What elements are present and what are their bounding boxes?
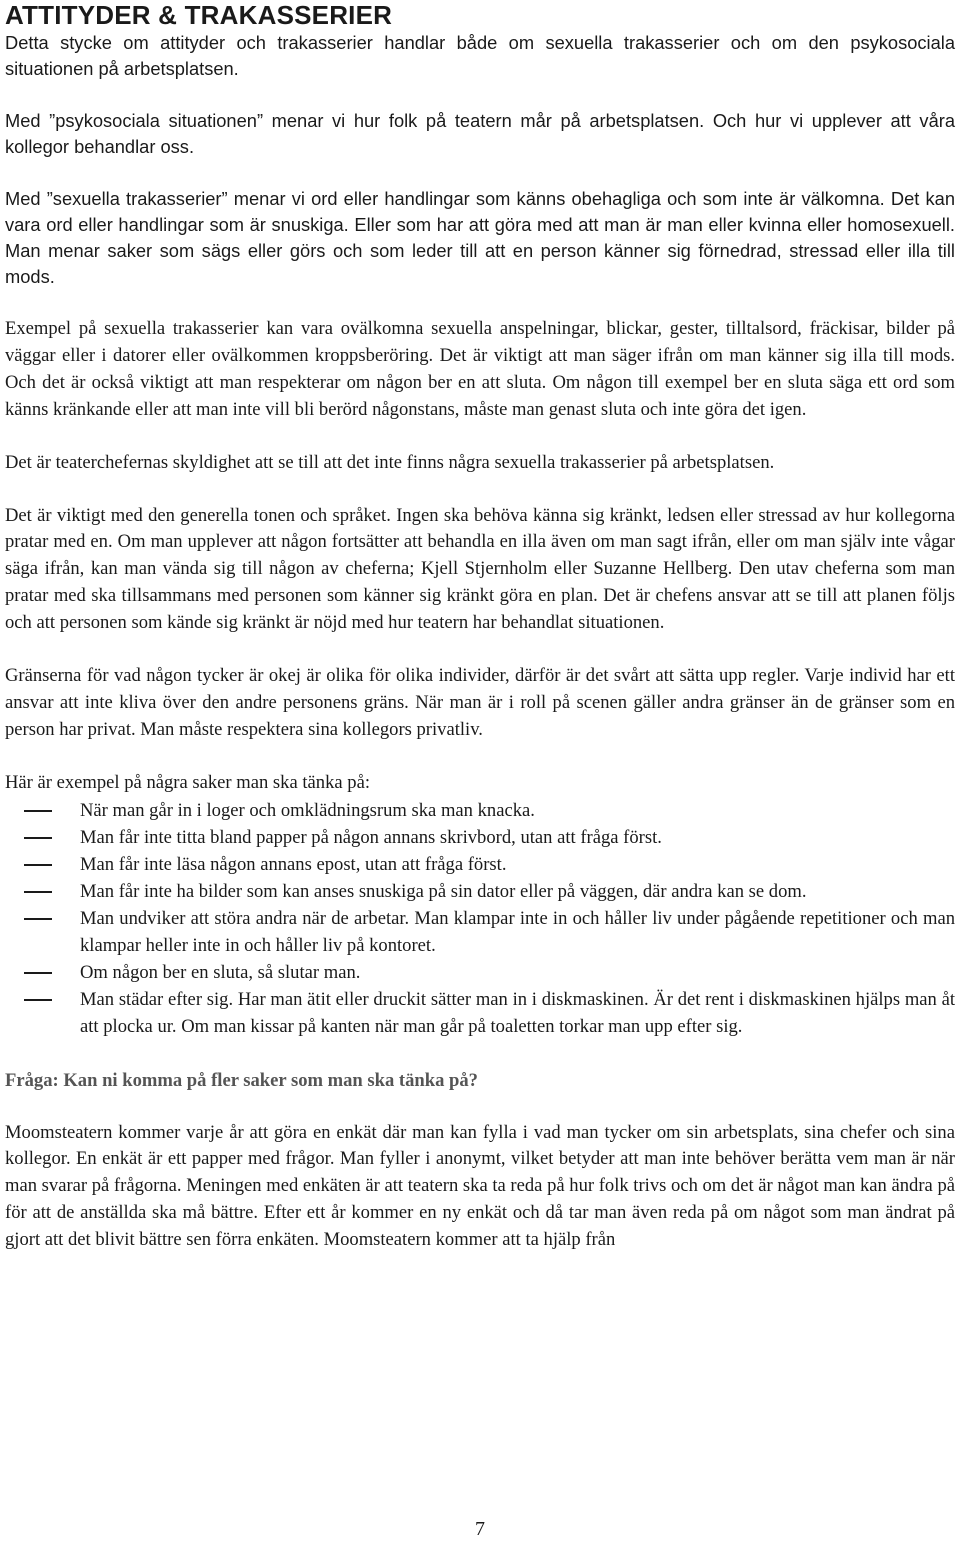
body-paragraph-boundaries: Gränserna för vad någon tycker är okej är olika för olika individer, därför är det svårt att sätta upp regler. Varje individ har ett ansvar att inte kliva över den andre personens gräns. När man är i roll på scenen gäller andra gränser än de gränser som en person har privat. Man måste respektera sina kollegors privatliv. [5,665,955,740]
dash-bullet-icon [24,837,52,839]
intro-paragraph-3: Med ”sexuella trakasserier” menar vi ord eller handlingar som känns obehagliga och som inte är välkomna. Det kan vara ord eller handlingar som är snuskiga. Eller som har att göra med att man är man eller kvinna eller homosexuell. Man menar saker som sägs eller görs och som leder till att en person känner sig förnedrad, stressad eller illa till mods. [5,188,955,287]
page-number: 7 [475,1518,485,1540]
list-item: Man får inte titta bland papper på någon annans skrivbord, utan att fråga först. [5,824,955,851]
dash-bullet-icon [24,810,52,812]
page-title: ATTITYDER & TRAKASSERIER [5,0,393,30]
rules-list [5,797,955,1041]
dash-bullet-icon [24,891,52,893]
spacer [5,290,955,316]
spacer [5,637,955,663]
spacer [5,1041,955,1067]
intro-paragraph-1: Detta stycke om attityder och trakasserier handlar både om sexuella trakasserier och om den psykosociala situationen på arbetsplatsen. [5,32,955,79]
dash-bullet-icon [24,864,52,866]
spacer [5,1094,955,1120]
spacer [5,424,955,450]
dash-bullet-icon [24,972,52,974]
intro-paragraph-2: Med ”psykosociala situationen” menar vi hur folk på teatern mår på arbetsplatsen. Och hur vi upplever att våra kollegor behandlar oss. [5,110,955,157]
body-paragraph-responsibility: Det är teaterchefernas skyldighet att se till att det inte finns några sexuella trakasserier på arbetsplatsen. [5,451,775,473]
list-item: Man undviker att störa andra när de arbetar. Man klampar inte in och håller liv under pågående repetitioner och man klampar heller inte in och håller liv på kontoret. [5,905,955,959]
body-paragraph-survey: Moomsteatern kommer varje år att göra en enkät där man kan fylla i vad man tycker om sin arbetsplats, sina chefer och sina kollegor. En enkät är ett papper med frågor. Man fyller i anonymt, vilket betyder att man inte behöver berätta vem man är när man svarar på frågorna. Meningen med enkäten är att teatern ska ta reda på hur folk trivs och om det är något man kan ändra på för att de anställda ska må bättre. Efter ett år kommer en ny enkät och då tar man även reda på om något som man ändrat på gjort att det blivit bättre sen förra enkäten. Moomsteatern kommer att ta hjälp från [5,1121,955,1251]
spacer [5,160,955,186]
spacer [5,82,955,108]
spacer [5,477,955,503]
dash-bullet-icon [24,999,52,1001]
list-intro: Här är exempel på några saker man ska tänka på: [5,771,370,793]
dash-bullet-icon [24,918,52,920]
list-item: När man går in i loger och omklädningsrum ska man knacka. [5,797,955,824]
body-paragraph-tone: Det är viktigt med den generella tonen och språket. Ingen ska behöva känna sig kränkt, ledsen eller stressad av hur kollegorna pratar med en. Om man upplever att någon fortsätter att behandla en illa även om man sagt ifrån, eller om man själv inte vågar säga ifrån, kan man vända sig till någon av cheferna; Kjell Stjernholm eller Suzanne Hellberg. Den utav cheferna som man pratar med ska tillsammans med personen som känner sig kränkt göra en plan. Det är chefens ansvar att se till att planen följs och att personen som kände sig kränkt är nöjd med hur teatern har behandlat situationen. [5,504,955,634]
list-item: Man städar efter sig. Har man ätit eller druckit sätter man in i diskmaskinen. Är det rent i diskmaskinen hjälps man åt att plocka ur. Om man kissar på kanten när man går på toaletten torkar man upp efter sig. [5,986,955,1040]
list-item: Om någon ber en sluta, så slutar man. [5,959,955,986]
list-item: Man får inte läsa någon annans epost, utan att fråga först. [5,851,955,878]
list-item: Man får inte ha bilder som kan anses snuskiga på sin dator eller på väggen, där andra kan se dom. [5,878,955,905]
body-paragraph-examples: Exempel på sexuella trakasserier kan vara ovälkomna sexuella anspelningar, blickar, gester, tilltalsord, fräckisar, bilder på väggar eller i datorer eller ovälkommen kroppsberöring. Det är viktigt att man säger ifrån om man känner sig illa till mods. Och det är också viktigt att man respekterar om någon ber en att sluta. Om någon till exempel ber en sluta säga ett ord som känns kränkande eller att man inte vill bli berörd någonstans, måste man genast sluta och inte göra det igen. [5,318,955,420]
spacer [5,744,955,770]
discussion-question: Fråga: Kan ni komma på fler saker som man ska tänka på? [5,1069,478,1091]
